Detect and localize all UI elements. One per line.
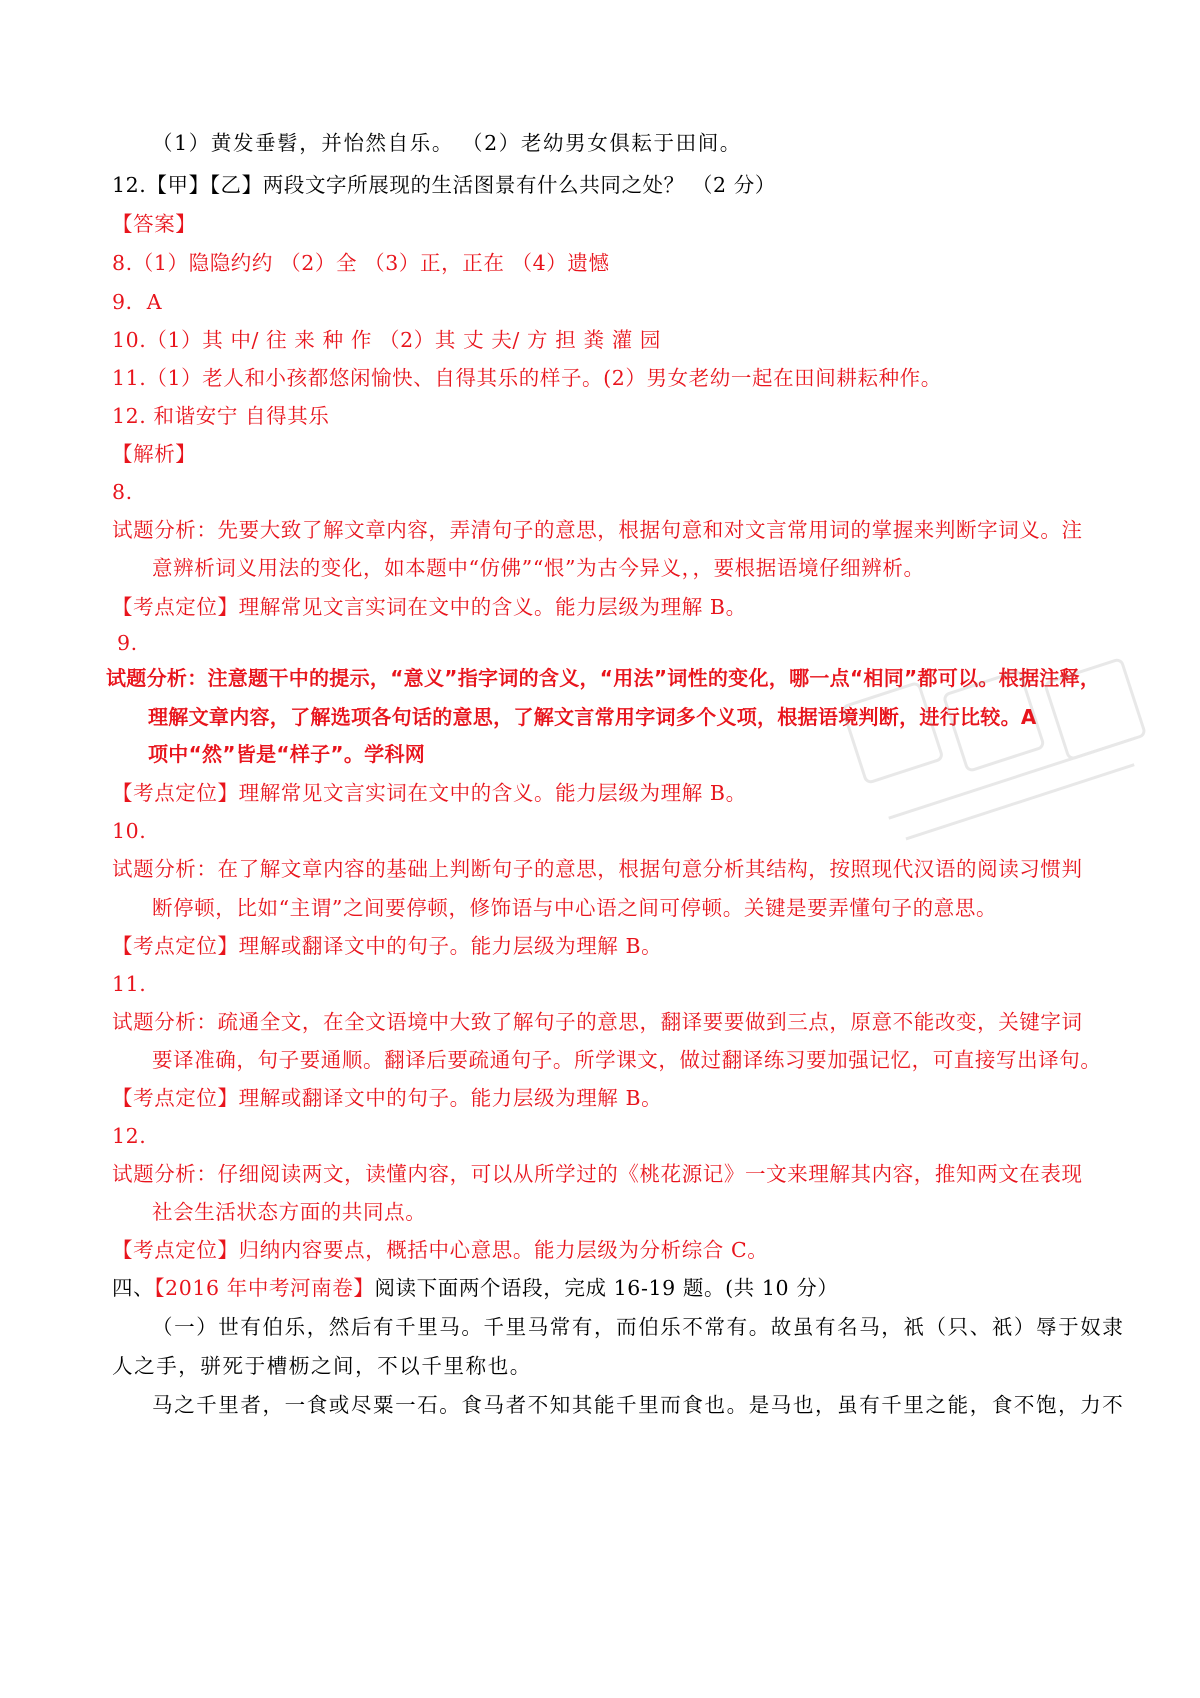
analysis-9-text-3: 项中“然”皆是“样子”。学科网 bbox=[148, 742, 426, 766]
analysis-12-text-2: 社会生活状态方面的共同点。 bbox=[152, 1200, 427, 1224]
analysis-9-text-2: 理解文章内容，了解选项各句话的意思，了解文言常用字词多个义项，根据语境判断，进行比较。A bbox=[148, 705, 1037, 729]
section-4-instruction: 阅读下面两个语段，完成 16-19 题。(共 10 分） bbox=[374, 1276, 839, 1300]
analysis-11-text-2: 要译准确，句子要通顺。翻译后要疏通句子。所学课文，做过翻译练习要加强记忆，可直接写出译句。 bbox=[152, 1048, 1102, 1072]
answer-10: 10.（1）其 中/ 往 来 种 作 （2）其 丈 夫/ 方 担 粪 灌 园 bbox=[112, 328, 662, 352]
passage-line-translation-prompt: （1）黄发垂髫，并怡然自乐。 （2）老幼男女俱耘于田间。 bbox=[152, 131, 742, 155]
answer-heading: 【答案】 bbox=[112, 212, 197, 236]
analysis-10-text-1: 试题分析：在了解文章内容的基础上判断句子的意思，根据句意分析其结构，按照现代汉语的阅读习惯判 bbox=[112, 857, 1083, 881]
analysis-8-number: 8. bbox=[112, 480, 133, 504]
section-4-number: 四、 bbox=[112, 1276, 155, 1300]
analysis-10-point: 【考点定位】理解或翻译文中的句子。能力层级为理解 B。 bbox=[112, 934, 663, 958]
analysis-11-point: 【考点定位】理解或翻译文中的句子。能力层级为理解 B。 bbox=[112, 1086, 663, 1110]
answer-12: 12. 和谐安宁 自得其乐 bbox=[112, 404, 330, 428]
analysis-11-number: 11. bbox=[112, 972, 147, 996]
watermark-pattern bbox=[817, 595, 1183, 884]
answer-9: 9．A bbox=[112, 290, 163, 314]
analysis-heading: 【解析】 bbox=[112, 442, 197, 466]
analysis-12-number: 12. bbox=[112, 1124, 147, 1148]
analysis-10-number: 10. bbox=[112, 819, 147, 843]
question-12: 12.【甲】【乙】两段文字所展现的生活图景有什么共同之处？ （2 分） bbox=[112, 173, 776, 197]
passage-line-2: 人之手，骈死于槽枥之间，不以千里称也。 bbox=[112, 1354, 532, 1378]
section-4-heading bbox=[112, 1274, 839, 1302]
analysis-8-text-1: 试题分析：先要大致了解文章内容，弄清句子的意思，根据句意和对文言常用词的掌握来判断字词义。注 bbox=[112, 518, 1083, 542]
analysis-10-text-2: 断停顿，比如“主谓”之间要停顿，修饰语与中心语之间可停顿。关键是要弄懂句子的意思。 bbox=[152, 896, 998, 920]
answer-8: 8.（1）隐隐约约 （2）全 （3）正，正在 （4）遗憾 bbox=[112, 251, 610, 275]
answer-11: 11.（1）老人和小孩都悠闲愉快、自得其乐的样子。(2）男女老幼一起在田间耕耘种作。 bbox=[112, 366, 942, 390]
analysis-8-text-2: 意辨析词义用法的变化，如本题中“仿佛”“恨”为古今异义，，要根据语境仔细辨析。 bbox=[152, 556, 925, 580]
section-4-source: 【2016 年中考河南卷】 bbox=[154, 1276, 375, 1300]
analysis-9-text-1: 试题分析：注意题干中的提示，“意义”指字词的含义，“用法”词性的变化，哪一点“相同”都可以。根据注释， bbox=[106, 666, 1101, 690]
watermark bbox=[817, 595, 1183, 884]
analysis-9-number: 9. bbox=[117, 631, 138, 655]
passage-line-1: （一）世有伯乐，然后有千里马。千里马常有，而伯乐不常有。故虽有名马，祇（只、祇）辱于奴隶 bbox=[152, 1315, 1125, 1339]
analysis-12-point: 【考点定位】归纳内容要点，概括中心意思。能力层级为分析综合 C。 bbox=[112, 1238, 769, 1262]
analysis-9-point: 【考点定位】理解常见文言实词在文中的含义。能力层级为理解 B。 bbox=[112, 781, 747, 805]
analysis-11-text-1: 试题分析：疏通全文，在全文语境中大致了解句子的意思，翻译要要做到三点，原意不能改变，关键字词 bbox=[112, 1010, 1083, 1034]
analysis-8-point: 【考点定位】理解常见文言实词在文中的含义。能力层级为理解 B。 bbox=[112, 595, 747, 619]
passage-line-3: 马之千里者，一食或尽粟一石。食马者不知其能千里而食也。是马也，虽有千里之能，食不饱，力不 bbox=[152, 1393, 1125, 1417]
analysis-12-text-1: 试题分析：仔细阅读两文，读懂内容，可以从所学过的《桃花源记》一文来理解其内容，推知两文在表现 bbox=[112, 1162, 1083, 1186]
